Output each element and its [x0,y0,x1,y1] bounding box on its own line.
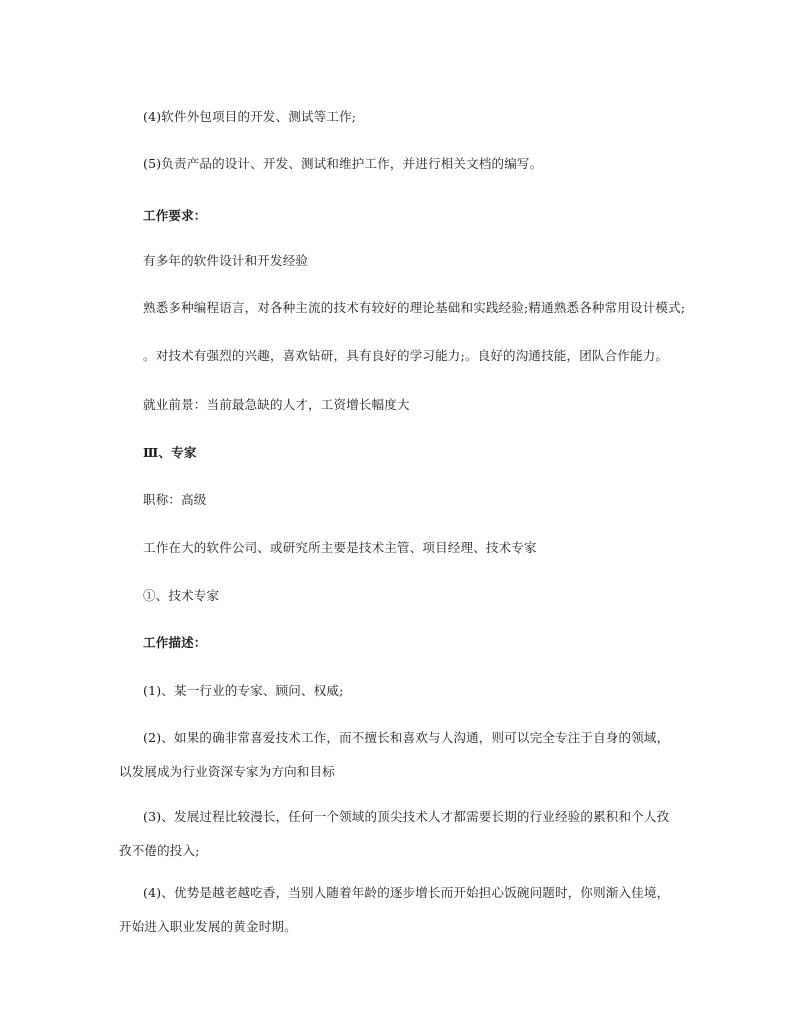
paragraph-product-design: (5)负责产品的设计、开发、测试和维护工作，并进行相关文档的编写。 [143,156,543,171]
heading-expert: Ⅲ、专家 [143,445,197,460]
paragraph-long-process: (3)、发展过程比较漫长，任何一个领域的顶尖技术人才都需要长期的行业经验的累积和个人孜孜不倦的投入; [119,809,670,858]
paragraph-title: 职称：高级 [143,492,207,507]
paragraph-tech-expert: ①、技术专家 [143,588,220,603]
paragraph-advantage: (4)、优势是越老越吃香，当别人随着年龄的逐步增长而开始担心饭碗问题时，你则渐入佳境，开始进入职业发展的黄金时期。 [119,885,670,934]
heading-job-description: 工作描述： [143,635,207,650]
heading-job-requirements: 工作要求： [143,208,207,223]
paragraph-prospects: 就业前景：当前最急缺的人才，工资增长幅度大 [143,397,410,412]
paragraph-languages: 熟悉多种编程语言，对各种主流的技术有较好的理论基础和实践经验;精通熟悉各种常用设计模式; [143,300,686,315]
paragraph-outsourcing: (4)软件外包项目的开发、测试等工作; [143,109,357,124]
paragraph-experience: 有多年的软件设计和开发经验 [143,253,309,268]
paragraph-interest: 。对技术有强烈的兴趣，喜欢钻研，具有良好的学习能力;。良好的沟通技能，团队合作能力。 [143,348,669,363]
paragraph-authority: (1)、某一行业的专家、顾问、权威; [143,683,344,698]
paragraph-focus: (2)、如果的确非常喜爱技术工作，而不擅长和喜欢与人沟通，则可以完全专注于自身的领域，以发展成为行业资深专家为方向和目标 [119,730,670,779]
paragraph-workplace: 工作在大的软件公司、或研究所主要是技术主管、项目经理、技术专家 [143,540,537,555]
